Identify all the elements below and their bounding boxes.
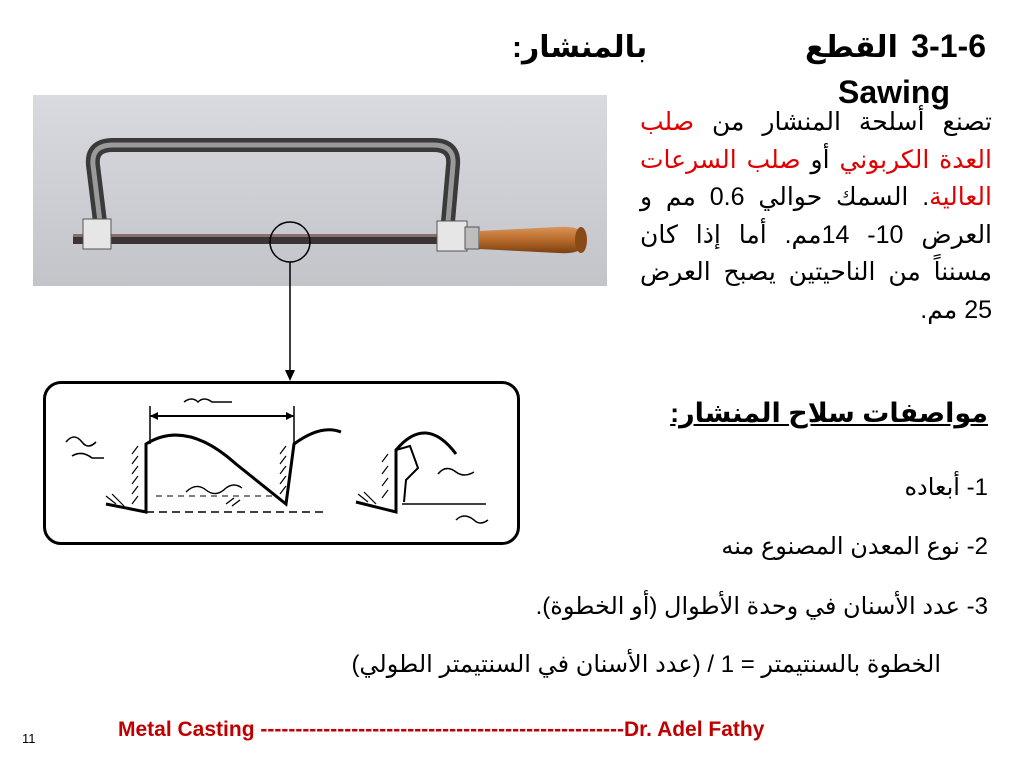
arrow-head-icon [285, 370, 295, 381]
title-number: 3-1-6 [911, 28, 986, 64]
intro-text-2: أو [810, 145, 830, 174]
title-arabic-word-1: القطع [805, 31, 898, 64]
intro-text-1: تصنع أسلحة المنشار من [712, 108, 993, 136]
title-arabic-word-2: بالمنشار: [512, 31, 648, 64]
intro-paragraph [640, 104, 992, 329]
pitch-formula: الخطوة بالسنتيمتر = 1 / (عدد الأسنان في السنتيمتر الطولي) [351, 651, 941, 678]
spec-item-2: 2- نوع المعدن المصنوع منه [721, 533, 988, 560]
page-number: 11 [22, 731, 36, 746]
saw-tooth-diagram [43, 381, 520, 545]
spec-item-3: 3- عدد الأسنان في وحدة الأطوال (أو الخطوة). [535, 593, 988, 620]
footer-text: Metal Casting ----------------------------------------------------Dr. Adel Fathy [118, 718, 765, 741]
hacksaw-icon [33, 95, 607, 286]
spec-item-1: 1- أبعاده [904, 474, 988, 501]
title-english: Sawing [838, 74, 951, 110]
intro-highlight-2: صلب السرعات العالية [640, 145, 992, 211]
specs-heading: مواصفات سلاح المنشار: [670, 398, 988, 428]
hacksaw-photo [33, 95, 607, 286]
saw-tooth-diagram-icon [46, 384, 517, 542]
intro-text-3: . السمك حوالي 0.6 مم و العرض 10- 14مم. أما إذا كان مسنناً من الناحيتين يصبح العرض 25 مم. [640, 183, 993, 324]
intro-highlight-1: صلب العدة الكربوني [640, 108, 992, 174]
